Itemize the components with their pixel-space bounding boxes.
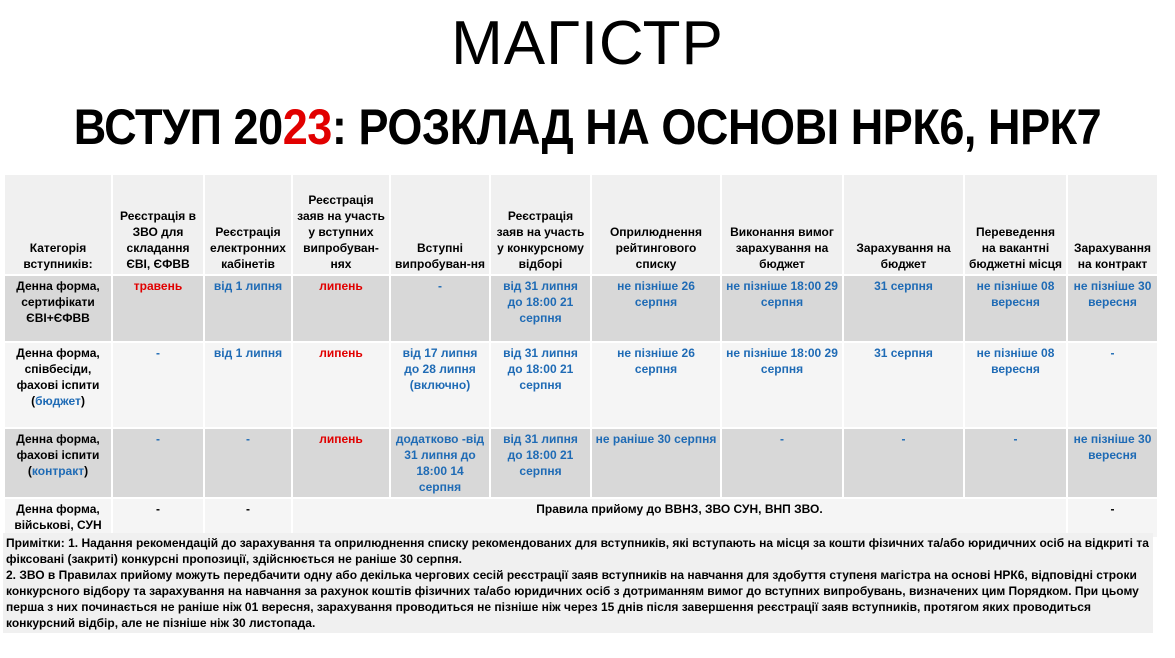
row-category: Денна форма, сертифікати ЄВІ+ЄФВВ (4, 275, 112, 342)
table-cell: не пізніше 18:00 29 серпня (721, 275, 843, 342)
table-cell: - (112, 498, 204, 538)
table-cell: - (964, 428, 1067, 498)
table-cell: - (204, 428, 292, 498)
row-category (4, 342, 112, 428)
note-2: 2. ЗВО в Правилах прийому можуть передбачити одну або декілька чергових сесій реєстрації заяв вступників на навчання для здобуття ступеня магістра на основі НРК6, відповідні строки конкурсного відбору та зарахування на навчання за рахунок коштів фізичних та/або юридичних осіб з дотриманням вимог до вступних випробувань, визначених цим Порядком. При цьому перша з них починається не раніше ніж 01 вересня, зарахування проводиться не пізніше ніж через 15 днів після завершення реєстрації заяв вступників, протягом яких проводиться конкурсний відбір, але не пізніше ніж 30 листопада. (6, 568, 1139, 630)
header-contract-enrollment: Зарахування на контракт (1067, 174, 1158, 275)
row-category-close: ) (80, 394, 85, 408)
table-row (4, 498, 1158, 538)
table-cell: 31 серпня (843, 342, 964, 428)
table-cell: від 1 липня (204, 342, 292, 428)
table-cell: липень (292, 428, 390, 498)
header-e-cabinet: Реєстрація електронних кабінетів (204, 174, 292, 275)
table-cell: від 17 липня до 28 липня (включно) (390, 342, 490, 428)
table-cell: - (1067, 342, 1158, 428)
row-category-close: ) (84, 464, 89, 478)
table-cell-merged: Правила прийому до ВВНЗ, ЗВО СУН, ВНП ЗВО. (292, 498, 1067, 538)
header-rating-list: Оприлюднення рейтингового списку (591, 174, 721, 275)
page-subtitle (59, 96, 1117, 158)
subtitle-part-1: ВСТУП 20 (73, 99, 283, 155)
table-cell: від 31 липня до 18:00 21 серпня (490, 342, 591, 428)
table-cell: - (390, 275, 490, 342)
header-zvo-registration: Реєстрація в ЗВО для складання ЄВІ, ЄФВВ (112, 174, 204, 275)
table-cell: не пізніше 26 серпня (591, 275, 721, 342)
table-cell: 31 серпня (843, 275, 964, 342)
table-cell: не пізніше 18:00 29 серпня (721, 342, 843, 428)
subtitle-year-highlight: 23 (282, 99, 332, 155)
table-cell: від 1 липня (204, 275, 292, 342)
table-cell: не пізніше 30 вересня (1067, 428, 1158, 498)
table-cell: не пізніше 08 вересня (964, 342, 1067, 428)
table-cell: не пізніше 08 вересня (964, 275, 1067, 342)
notes-box (3, 533, 1153, 633)
table-cell: - (1067, 498, 1158, 538)
table-cell: додатково -від 31 липня до 18:00 14 серпня (390, 428, 490, 498)
table-cell: не раніше 30 серпня (591, 428, 721, 498)
table-cell: - (204, 498, 292, 538)
header-competition-registration: Реєстрація заяв на участь у конкурсному відборі (490, 174, 591, 275)
table-cell: травень (112, 275, 204, 342)
table-cell: - (843, 428, 964, 498)
table-cell: - (721, 428, 843, 498)
header-vacant-transfer: Переведення на вакантні бюджетні місця (964, 174, 1067, 275)
table-cell: липень (292, 275, 390, 342)
table-row (4, 428, 1158, 498)
header-category: Категорія вступників: (4, 174, 112, 275)
header-entrance-exams: Вступні випробуван-ня (390, 174, 490, 275)
subtitle-part-3: : РОЗКЛАД НА ОСНОВІ НРК6, НРК7 (331, 99, 1102, 155)
row-category (4, 428, 112, 498)
note-1: Примітки: 1. Надання рекомендацій до зарахування та оприлюднення списку рекомендованих для вступників, які вступають на місця за кошти фізичних та/або юридичних осіб на відкриті та фіксовані (закриті) конкурсні пропозиції, здійснюється не раніше 30 серпня. (6, 536, 1149, 566)
header-exam-registration: Реєстрація заяв на участь у вступних випробуван-нях (292, 174, 390, 275)
header-row (4, 174, 1158, 275)
row-category-contract: контракт (31, 464, 85, 478)
table-cell: від 31 липня до 18:00 21 серпня (490, 275, 591, 342)
table-cell: липень (292, 342, 390, 428)
table-cell: не пізніше 30 вересня (1067, 275, 1158, 342)
row-category-text: Денна форма, фахові іспити ( (16, 432, 100, 478)
page-title: МАГІСТР (451, 9, 724, 78)
table-row (4, 275, 1158, 342)
table-row (4, 342, 1158, 428)
header-budget-requirements: Виконання вимог зарахування на бюджет (721, 174, 843, 275)
row-category-budget: бюджет (35, 394, 81, 408)
header-budget-enrollment: Зарахування на бюджет (843, 174, 964, 275)
table-cell: - (112, 342, 204, 428)
table-cell: не пізніше 26 серпня (591, 342, 721, 428)
row-category-text: Денна форма, співбесіди, фахові іспити ( (16, 346, 100, 408)
row-category: Денна форма, військові, СУН (4, 498, 112, 538)
table-cell: від 31 липня до 18:00 21 серпня (490, 428, 591, 498)
schedule-table (3, 173, 1159, 539)
table-cell: - (112, 428, 204, 498)
